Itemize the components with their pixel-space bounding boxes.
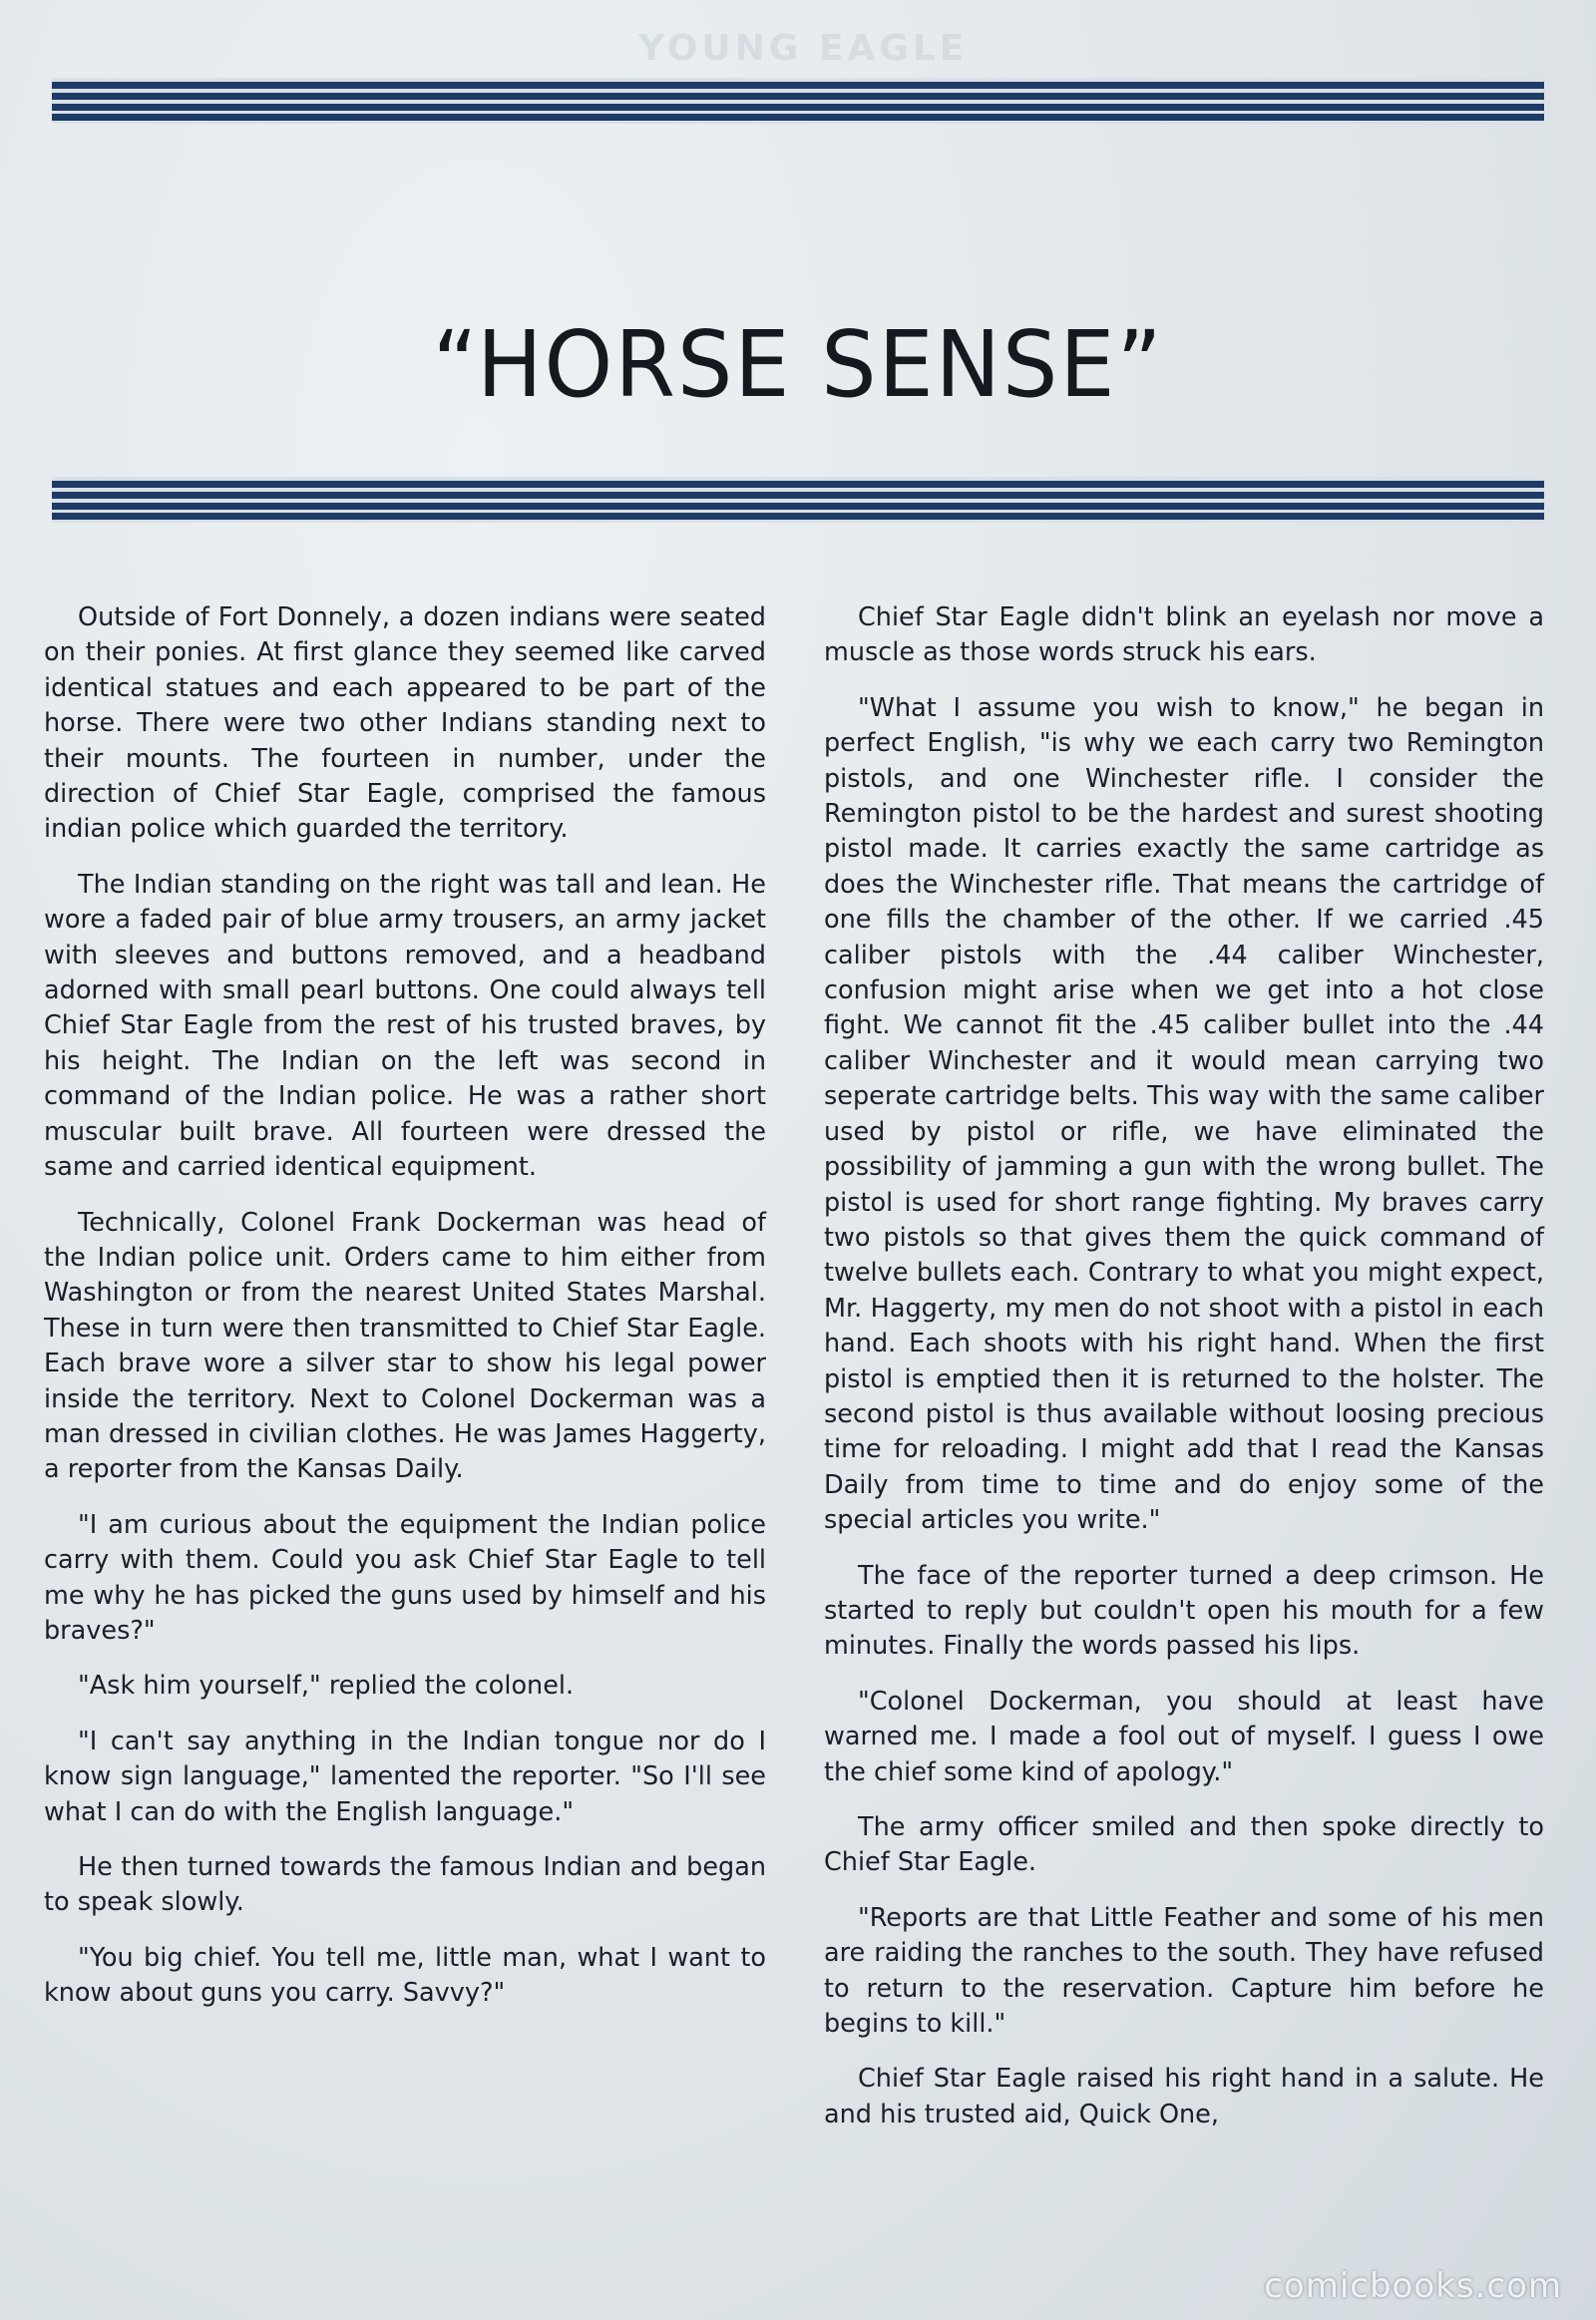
stripe-line — [52, 93, 1544, 100]
stripe-line — [52, 492, 1544, 499]
paragraph: He then turned towards the famous Indian and began to speak slowly. — [44, 1852, 766, 1918]
paragraph: Chief Star Eagle raised his right hand in a salute. He and his trusted aid, Quick One, — [824, 2064, 1544, 2129]
stripe-line — [52, 513, 1544, 520]
paragraph: "Colonel Dockerman, you should at least have warned me. I made a fool out of myself. I guess I owe the chief some kind of apology." — [824, 1686, 1544, 1787]
bottom-divider-bar — [52, 477, 1544, 523]
right-text-column — [824, 600, 1544, 2152]
watermark-text: comicbooks.com — [1264, 2266, 1562, 2306]
paragraph: The Indian standing on the right was tall and lean. He wore a faded pair of blue army trousers, an army jacket with sleeves and buttons removed, and a headband adorned with small pearl buttons. One could always tell Chief Star Eagle from the rest of his trusted braves, by his height. The Indian on the left was second in command of the Indian police. He was a rather short muscular built brave. All fourteen were dressed the same and carried identical equipment. — [44, 869, 766, 1183]
paragraph: "I am curious about the equipment the Indian police carry with them. Could you ask Chief Star Eagle to tell me why he has picked the guns used by himself and his braves?" — [44, 1509, 766, 1646]
story-title: “HORSE SENSE” — [432, 310, 1164, 418]
paragraph: "Reports are that Little Feather and some of his men are raiding the ranches to the south. They have refused to return to the reservation. Capture him before he begins to kill." — [824, 1902, 1544, 2040]
stripe-line — [52, 114, 1544, 121]
paragraph: "I can't say anything in the Indian tongue nor do I know sign language," lamented the reporter. "So I'll see what I can do with the English language." — [44, 1726, 766, 1827]
paragraph: "Ask him yourself," replied the colonel. — [78, 1671, 575, 1702]
top-divider-bar — [52, 78, 1544, 124]
paragraph: The face of the reporter turned a deep crimson. He started to reply but couldn't open his mouth for a few minutes. Finally the words passed his lips. — [824, 1560, 1544, 1662]
paragraph: Outside of Fort Donnely, a dozen indians were seated on their ponies. At first glance they seemed like carved identical statues and each appeared to be part of the horse. There were two other Indians standing next to their mounts. The fourteen in number, under the direction of Chief Star Eagle, comprised the famous indian police which guarded the territory. — [44, 602, 766, 845]
left-text-column — [44, 600, 766, 2032]
paragraph: Technically, Colonel Frank Dockerman was head of the Indian police unit. Orders came to him either from Washington or from the nearest United States Marshal. These in turn were then transmitted to Chief Star Eagle. Each brave wore a silver star to show his legal power inside the territory. Next to Colonel Dockerman was a man dressed in civilian clothes. He was James Haggerty, a reporter from the Kansas Daily. — [44, 1207, 766, 1485]
stripe-line — [52, 503, 1544, 510]
stripe-line — [52, 82, 1544, 89]
bleed-through-title: YOUNG EAGLE — [638, 28, 969, 69]
paragraph: The army officer smiled and then spoke directly to Chief Star Eagle. — [824, 1812, 1544, 1878]
stripe-line — [52, 481, 1544, 488]
paragraph: "You big chief. You tell me, little man, what I want to know about guns you carry. Savvy?" — [44, 1942, 766, 2009]
stripe-line — [52, 104, 1544, 111]
paragraph: "What I assume you wish to know," he began in perfect English, "is why we each carry two Remington pistols, and one Winchester rifle. I consider the Remington pistol to be the hardest and surest shooting pistol made. It carries exactly the same cartridge as does the Winchester rifle. That means the cartridge of one fills the chamber of the other. If we carried .45 caliber pistols with the .44 caliber Winchester, confusion might arise when we get into a hot close fight. We cannot fit the .45 caliber bullet into the .44 caliber Winchester and it would mean carrying two seperate cartridge belts. This way with the same caliber used by pistol or rifle, we have eliminated the possibility of jamming a gun with the wrong bullet. The pistol is used for short range fighting. My braves carry two pistols so that gives them the quick command of twelve bullets each. Contrary to what you might expect, Mr. Haggerty, my men do not shoot with a pistol in each hand. Each shoots with his right hand. When the first pistol is emptied then it is returned to the holster. The second pistol is thus available without loosing precious time for reloading. I might add that I read the Kansas Daily from time to time and do enjoy some of the special articles you write." — [824, 692, 1544, 1536]
paragraph: Chief Star Eagle didn't blink an eyelash nor move a muscle as those words struck his ears. — [824, 602, 1544, 668]
